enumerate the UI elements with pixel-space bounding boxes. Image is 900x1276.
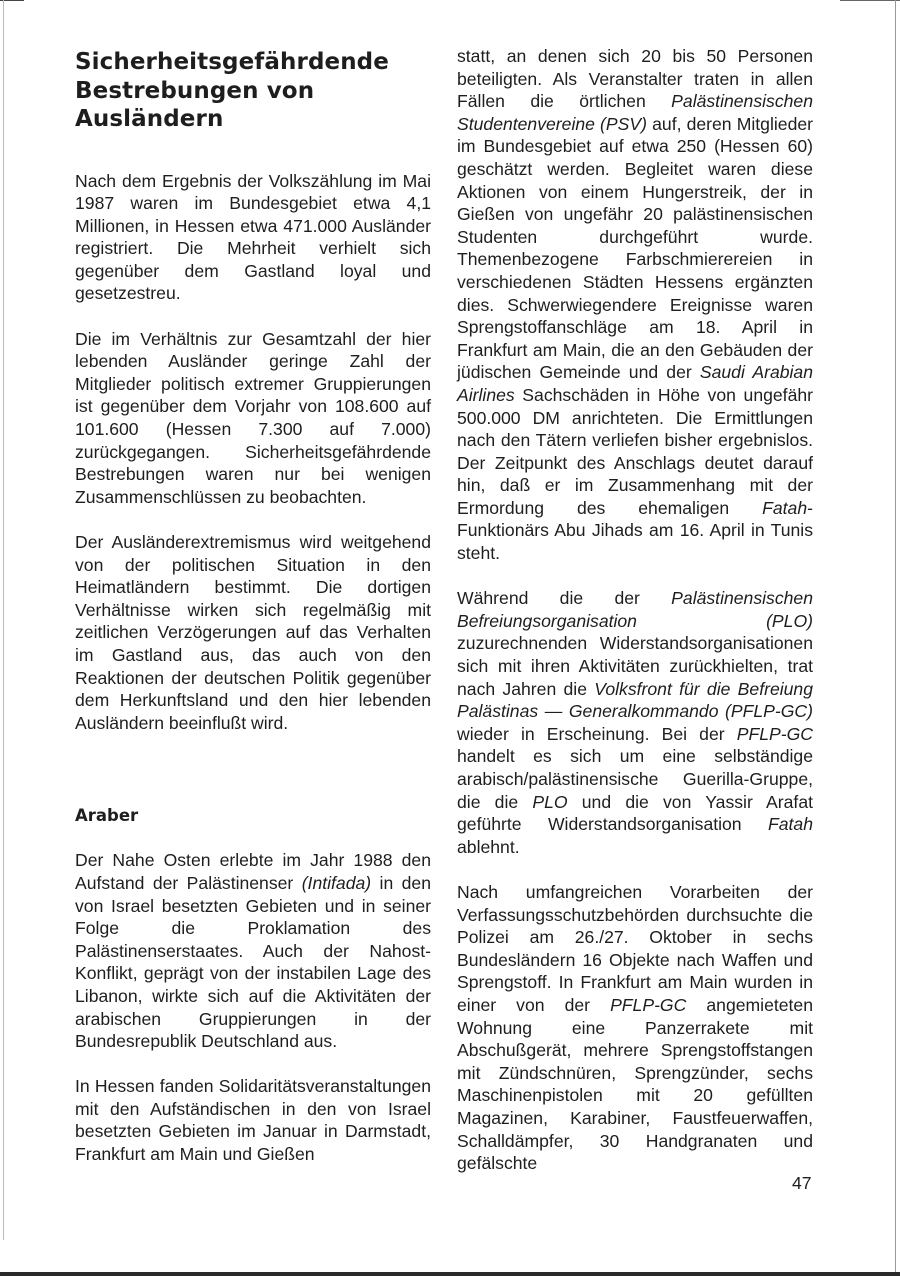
text-run: und die von Yassir Arafat geführte Widerstandsorganisation xyxy=(457,791,813,835)
text-run: statt, an denen sich 20 bis 50 Personen beteiligten. Als Veranstalter traten in allen Fällen die örtlichen xyxy=(457,46,813,112)
italic-term: Volksfront für die Befreiung Palästinas — Generalkommando (PFLP-GC) xyxy=(457,678,813,722)
section-heading: Sicherheitsgefährdende Bestrebungen von Ausländern xyxy=(75,49,389,132)
text-run: Die im Verhältnis zur Gesamtzahl der hier lebenden Ausländer geringe Zahl der Mitglieder politisch extremer Gruppierungen ist gegenüber dem Vorjahr von 108.600 auf 101.600 (Hessen 7.300 auf 7.000) zurückgegangen. Sicherheitsgefährdende Bestrebungen waren nur bei wenigen Zusammenschlüssen zu beobachten. xyxy=(75,328,431,507)
right-column xyxy=(457,45,813,1197)
left-column xyxy=(75,44,431,1188)
italic-term: Fatah xyxy=(768,814,813,835)
text-run: wieder in Erscheinung. Bei der xyxy=(457,723,737,744)
italic-term: (Intifada) xyxy=(301,872,372,893)
italic-term: Palästinensischen Befreiungsorganisation (PLO) xyxy=(457,588,813,631)
text-run: Während die der xyxy=(457,588,672,609)
text-run: handelt es sich um eine selbständige arabisch/palästinensische Guerilla-Gruppe, die die xyxy=(457,746,813,812)
text-run: In Hessen fanden Solidaritätsveranstaltungen mit den Aufständischen in den von Israel besetzten Gebieten im Januar in Darmstadt, Frankfurt am Main und Gießen xyxy=(75,1076,431,1165)
text-run: Der Nahe Osten erlebte im Jahr 1988 den Aufstand der Palästinenser xyxy=(75,850,431,893)
italic-term: Saudi Arabian Airlines xyxy=(457,362,813,405)
paragraph xyxy=(75,531,431,734)
text-run: -Funktionärs Abu Jihads am 16. April in Tunis steht. xyxy=(457,497,813,564)
text-run: Der Ausländerextremismus wird weitgehend von der politischen Situation in den Heimatländern bestimmt. Die dortigen Verhältnisse wirken sich regelmäßig mit zeitlichen Verzögerungen auf das Verhalten im Gastland aus, das auch von den Reaktionen der deutschen Politik gegenüber dem Herkunftsland und den hier lebenden Ausländern beeinflußt wird. xyxy=(75,532,431,733)
scan-edge-bottom xyxy=(0,1272,900,1276)
text-run: ablehnt. xyxy=(457,836,520,857)
scan-edge-top-right xyxy=(840,0,900,1)
italic-term: PFLP-GC xyxy=(610,994,687,1015)
text-run: auf, deren Mitglieder im Bundesgebiet auf etwa 250 (Hessen 60) geschätzt werden. Begleitet waren diese Aktionen von einem Hungerstreik, der in Gießen von ungefähr 20 palästinensischen Studenten durchgeführt wurde. Themenbezogene Farbschmierereien in verschiedenen Städten Hessens ergänzten dies. Schwerwiegendere Ereignisse waren Sprengstoffanschläge am 18. April in Frankfurt am Main, die an den Gebäuden der jüdischen Gemeinde und der xyxy=(457,113,813,383)
page-number: 47 xyxy=(792,1173,812,1193)
paragraph xyxy=(75,328,431,509)
italic-term: Palästinensischen Studentenvereine (PSV) xyxy=(457,91,813,134)
text-run: in den von Israel besetzten Gebieten und in seiner Folge die Proklamation des Palästinenserstaates. Auch der Nahost-Konflikt, geprägt von der instabilen Lage des Libanon, wirkte sich auf die Aktivitäten der arabischen Gruppierungen in der Bundesrepublik Deutschland aus. xyxy=(75,872,431,1052)
italic-term: Fatah xyxy=(762,497,808,518)
paragraph xyxy=(75,1075,431,1165)
subsection-heading: Araber xyxy=(75,806,139,826)
italic-term: PFLP-GC xyxy=(736,723,813,744)
scan-edge-left xyxy=(3,0,4,1240)
text-run: Sachschäden in Höhe von ungefähr 500.000 DM anrichteten. Die Ermittlungen nach den Tätern verliefen bisher ergebnislos. Der Zeitpunkt des Anschlags deutet darauf hin, daß er im Zusammenhang mit der Ermordung des ehemaligen xyxy=(457,384,813,518)
text-run: Nach dem Ergebnis der Volkszählung im Mai 1987 waren im Bundesgebiet etwa 4,1 Millionen, in Hessen etwa 471.000 Ausländer registriert. Die Mehrheit verhielt sich gegenüber dem Gastland loyal und gesetzestreu. xyxy=(75,170,431,304)
text-run: zuzurechnenden Widerstandsorganisationen sich mit ihren Aktivitäten zurückhielten, trat nach Jahren die xyxy=(457,633,813,699)
scan-edge-right xyxy=(895,0,896,1276)
paragraph xyxy=(75,170,431,306)
paragraph xyxy=(75,849,431,1052)
paragraph xyxy=(457,45,813,565)
text-run: Nach umfangreichen Vorarbeiten der Verfassungsschutzbehörden durchsuchte die Polizei am 26./27. Oktober in sechs Bundesländern 16 Objekte nach Waffen und Sprengstoff. In Frankfurt am Main wurden in einer von der xyxy=(457,881,813,1015)
text-run: angemieteten Wohnung eine Panzerrakete mit Abschußgerät, mehrere Sprengstoffstangen mit Zündschnüren, Sprengzünder, sechs Maschinenpistolen mit 20 gefüllten Magazinen, Karabiner, Faustfeuerwaffen, Schalldämpfer, 30 Handgranaten und gefälschte xyxy=(457,994,813,1174)
paragraph xyxy=(457,881,813,1175)
paragraph xyxy=(457,587,813,858)
italic-term: PLO xyxy=(532,791,568,812)
